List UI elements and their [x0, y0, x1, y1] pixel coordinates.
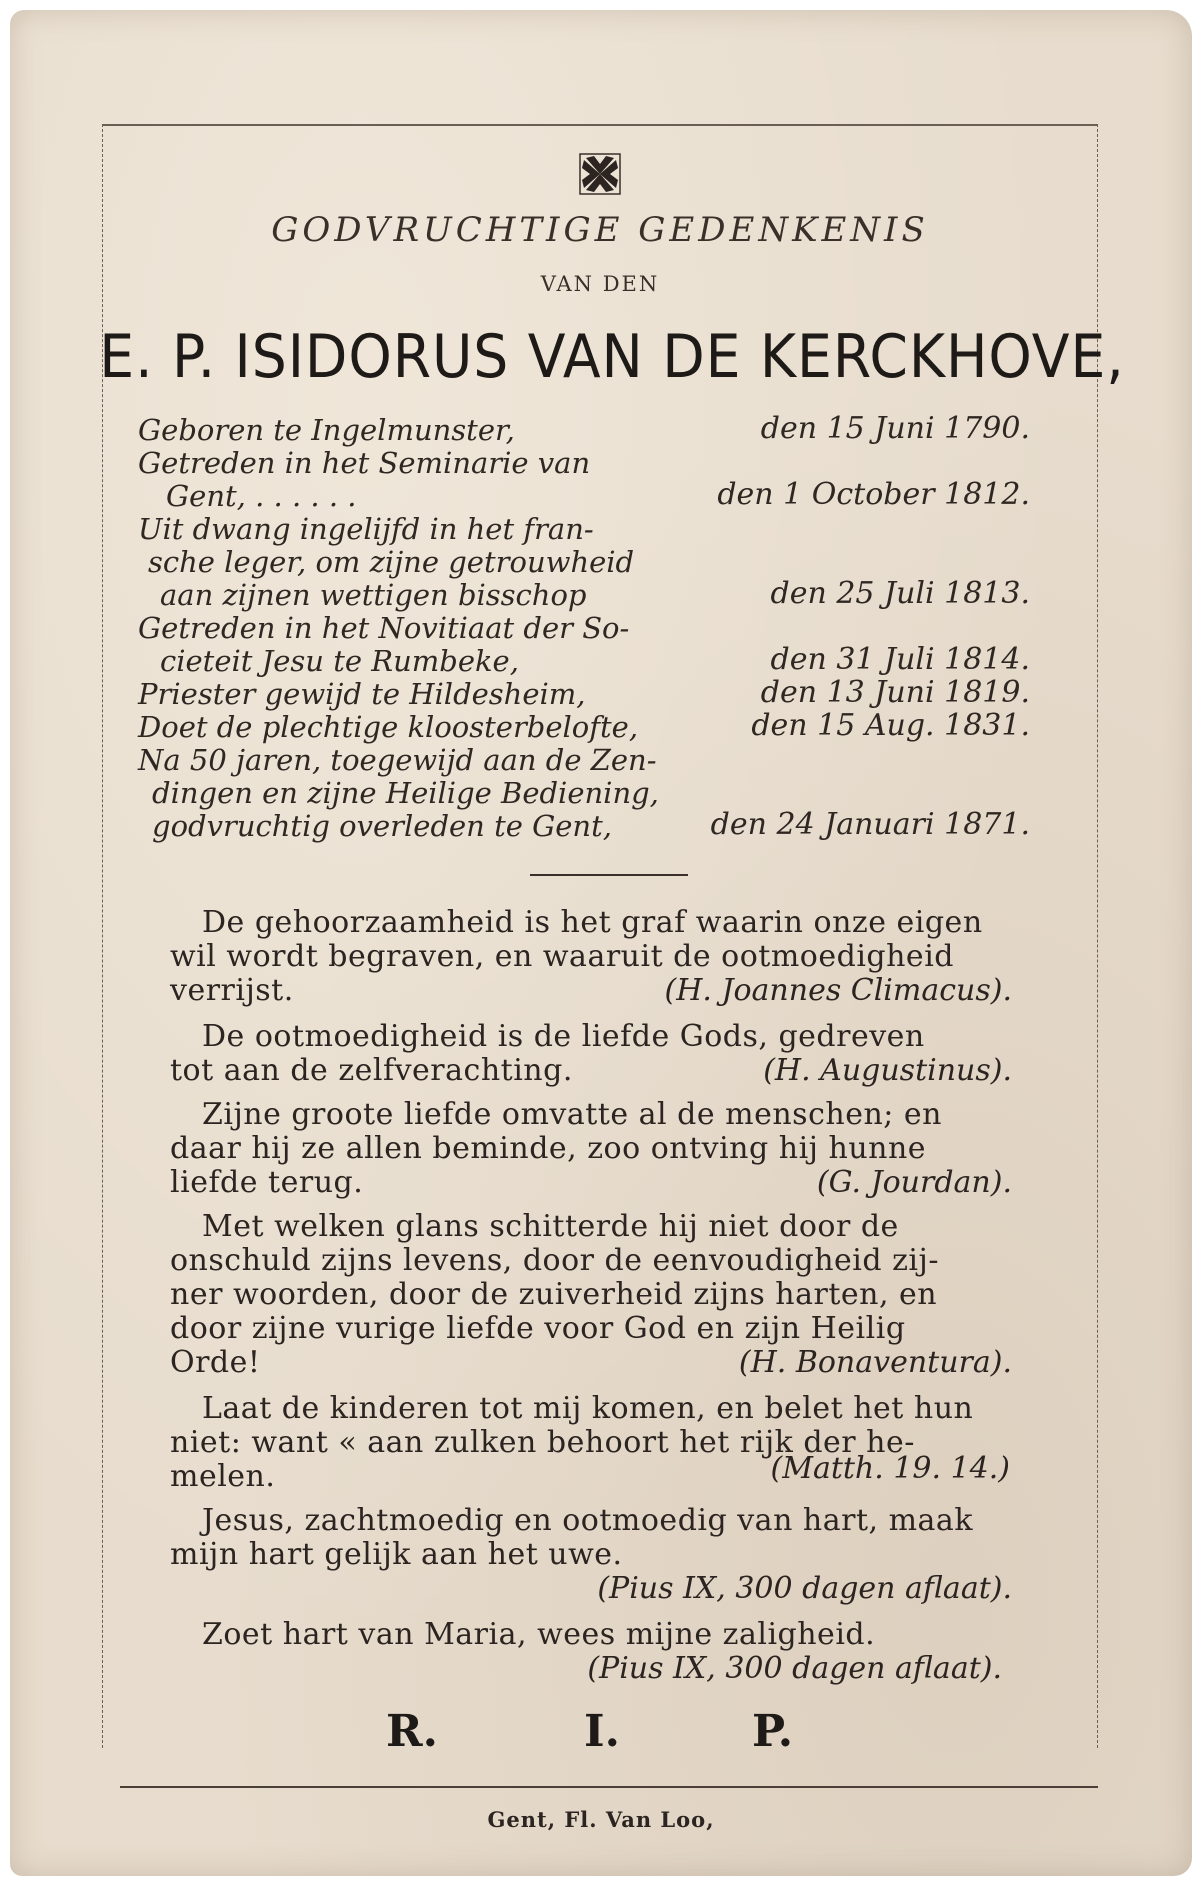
- bio-date: den 13 Juni 1819.: [760, 675, 1030, 710]
- quote-line: verrijst.: [170, 973, 294, 1008]
- deceased-name: E. P. ISIDORUS VAN DE KERCKHOVE,: [99, 322, 1125, 392]
- rip-letter: P.: [752, 1706, 794, 1757]
- quote-line: daar hij ze allen beminde, zoo ontving hij hunne: [170, 1131, 927, 1166]
- bio-line: dingen en zijne Heilige Bediening,: [152, 776, 659, 810]
- footer-rule: [120, 1786, 1098, 1788]
- quote-line: Orde!: [170, 1345, 261, 1380]
- quote-line: liefde terug.: [170, 1165, 364, 1200]
- bio-line: cieteit Jesu te Rumbeke,: [160, 644, 519, 678]
- quote-line: mijn hart gelijk aan het uwe.: [170, 1537, 623, 1572]
- quote-line: onschuld zijns levens, door de eenvoudigheid zij-: [170, 1243, 939, 1278]
- heading-subtitle: VAN DEN: [540, 272, 660, 296]
- bio-date: den 15 Aug. 1831.: [751, 708, 1030, 743]
- rip-letter: R.: [386, 1706, 438, 1757]
- quote-line: melen.: [170, 1459, 276, 1494]
- quote-line: door zijne vurige liefde voor God en zijn Heilig: [170, 1311, 906, 1346]
- bio-line: Getreden in het Novitiaat der So-: [138, 611, 630, 645]
- bio-date: den 25 Juli 1813.: [770, 576, 1030, 611]
- printer-imprint: Gent, Fl. Van Loo,: [487, 1807, 715, 1832]
- bio-line: Geboren te Ingelmunster,: [138, 413, 515, 447]
- bio-line: aan zijnen wettigen bisschop: [160, 578, 587, 612]
- bio-line: sche leger, om zijne getrouwheid: [148, 545, 635, 579]
- heading-title: GODVRUCHTIGE GEDENKENIS: [271, 210, 929, 250]
- quote-line: niet: want « aan zulken behoort het rijk der he-: [170, 1425, 915, 1460]
- quote-line: Zoet hart van Maria, wees mijne zaligheid.: [202, 1617, 876, 1652]
- bio-line: Getreden in het Seminarie van: [138, 446, 591, 480]
- quote-source: (H. Joannes Climacus).: [664, 973, 1012, 1008]
- rip-letter: I.: [584, 1706, 620, 1757]
- quote-source: (G. Jourdan).: [816, 1165, 1012, 1200]
- quote-line: Laat de kinderen tot mij komen, en belet het hun: [202, 1391, 974, 1426]
- quote-line: wil wordt begraven, en waaruit de ootmoedigheid: [170, 939, 954, 974]
- quote-source: (Pius IX, 300 dagen aflaat).: [587, 1651, 1002, 1686]
- quote-line: De gehoorzaamheid is het graf waarin onze eigen: [202, 905, 983, 940]
- quote-source: (H. Bonaventura).: [738, 1345, 1012, 1380]
- bio-line: Gent, . . . . . .: [166, 479, 357, 513]
- quote-line: tot aan de zelfverachting.: [170, 1053, 573, 1088]
- bio-date: den 1 October 1812.: [717, 477, 1030, 512]
- bio-line: Priester gewijd te Hildesheim,: [138, 677, 586, 711]
- maltese-cross-icon: [578, 152, 622, 196]
- divider: [530, 874, 688, 876]
- quote-source: (Matth. 19. 14.): [770, 1451, 1010, 1486]
- quote-line: Zijne groote liefde omvatte al de menschen; en: [202, 1097, 942, 1132]
- bio-line: godvruchtig overleden te Gent,: [152, 809, 612, 843]
- bio-line: Na 50 jaren, toegewijd aan de Zen-: [138, 743, 657, 777]
- memorial-card: [10, 10, 1192, 1876]
- bio-line: Uit dwang ingelijfd in het fran-: [138, 512, 594, 546]
- quote-source: (H. Augustinus).: [763, 1053, 1012, 1088]
- quote-line: De ootmoedigheid is de liefde Gods, gedreven: [202, 1019, 925, 1054]
- quote-line: Met welken glans schitterde hij niet door de: [202, 1209, 899, 1244]
- bio-date: den 31 Juli 1814.: [770, 642, 1030, 677]
- quote-line: ner woorden, door de zuiverheid zijns harten, en: [170, 1277, 938, 1312]
- quote-source: (Pius IX, 300 dagen aflaat).: [597, 1571, 1012, 1606]
- bio-line: Doet de plechtige kloosterbelofte,: [138, 710, 639, 744]
- bio-date: den 15 Juni 1790.: [760, 411, 1030, 446]
- bio-date: den 24 Januari 1871.: [710, 807, 1030, 842]
- quote-line: Jesus, zachtmoedig en ootmoedig van hart, maak: [202, 1503, 973, 1538]
